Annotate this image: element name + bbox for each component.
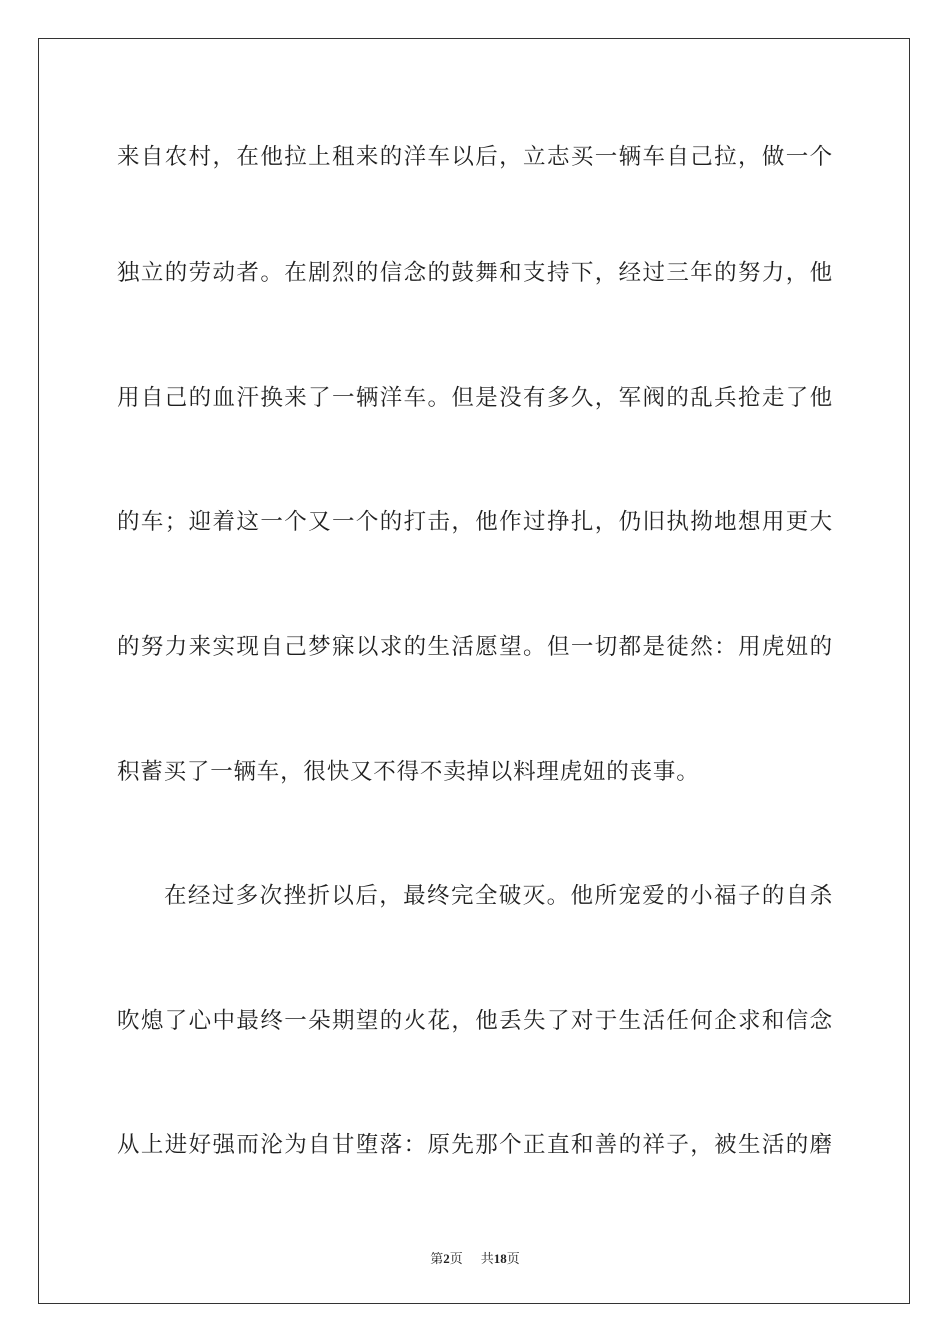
page-number-label: 第2页 xyxy=(430,1251,463,1266)
body-text-line-2: 独立的劳动者。在剧烈的信念的鼓舞和支持下，经过三年的努力，他 xyxy=(117,260,833,286)
page-footer xyxy=(0,1248,950,1267)
body-text-line-9: 从上进好强而沦为自甘堕落：原先那个正直和善的祥子，被生活的磨 xyxy=(117,1132,833,1158)
body-text-line-1: 来自农村，在他拉上租来的洋车以后，立志买一辆车自己拉，做一个 xyxy=(117,144,833,170)
body-text-line-7: 在经过多次挫折以后，最终完全破灭。他所宠爱的小福子的自杀 xyxy=(164,883,833,909)
body-text-line-5: 的努力来实现自己梦寐以求的生活愿望。但一切都是徒然：用虎妞的 xyxy=(117,634,833,660)
body-text-line-6: 积蓄买了一辆车，很快又不得不卖掉以料理虎妞的丧事。 xyxy=(117,759,700,785)
page-border xyxy=(38,38,910,1304)
body-text-line-4: 的车；迎着这一个又一个的打击，他作过挣扎，仍旧执拗地想用更大 xyxy=(117,509,833,535)
body-text-line-8: 吹熄了心中最终一朵期望的火花，他丢失了对于生活任何企求和信念 xyxy=(117,1008,833,1034)
body-text-line-3: 用自己的血汗换来了一辆洋车。但是没有多久，军阀的乱兵抢走了他 xyxy=(117,385,833,411)
total-pages-label: 共18页 xyxy=(480,1251,520,1266)
